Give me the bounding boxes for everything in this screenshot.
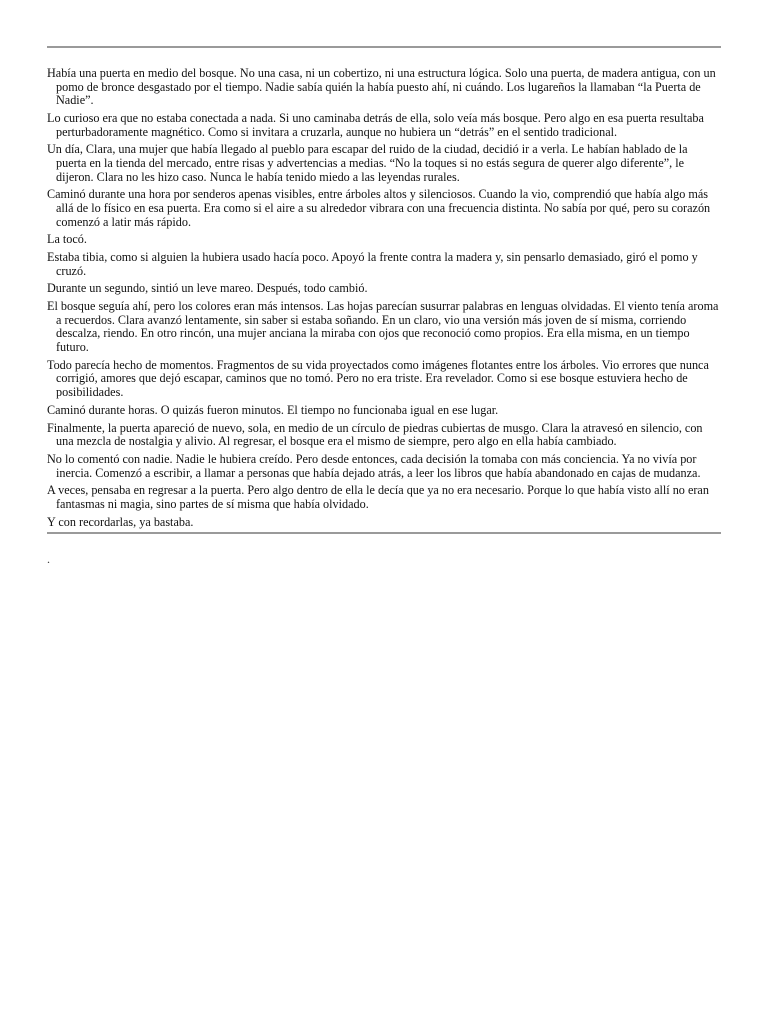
document-page: [47, 0, 721, 565]
paragraph: Finalmente, la puerta apareció de nuevo, sola, en medio de un círculo de piedras cubiertas de musgo. Clara la atravesó en silencio, con una mezcla de nostalgia y alivio. Al regresar, el bosque era el mismo de siempre, pero algo en ella había cambiado.: [47, 420, 703, 449]
paragraph: Había una puerta en medio del bosque. No una casa, ni un cobertizo, ni una estructura lógica. Solo una puerta, de madera antigua, con un pomo de bronce desgastado por el tiempo. Nadie sabía quién la había puesto ahí, ni cuándo. Los lugareños la llamaban “la Puerta de Nadie”.: [47, 66, 716, 108]
paragraph: A veces, pensaba en regresar a la puerta. Pero algo dentro de ella le decía que ya no era necesario. Porque lo que había visto allí no eran fantasmas ni magia, sino partes de sí misma que había olvidado.: [47, 483, 709, 511]
paragraph: Caminó durante horas. O quizás fueron minutos. El tiempo no funcionaba igual en ese lugar.: [47, 402, 499, 417]
paragraph: Un día, Clara, una mujer que había llegado al pueblo para escapar del ruido de la ciudad, decidió ir a verla. Le habían hablado de la puerta en la tienda del mercado, entre risas y advertencias a medias. “No la toques si no estás segura de querer algo diferente”, le dijeron. Clara no les hizo caso. Nunca le había tenido miedo a las leyendas rurales.: [47, 142, 688, 184]
paragraph: No lo comentó con nadie. Nadie le hubiera creído. Pero desde entonces, cada decisión la tomaba con más conciencia. Ya no vivía por inercia. Comenzó a escribir, a llamar a personas que había dejado atrás, a leer los libros que había abandonado en cajas de mudanza.: [47, 451, 701, 480]
paragraph: Y con recordarlas, ya bastaba.: [47, 514, 194, 529]
paragraph: Caminó durante una hora por senderos apenas visibles, entre árboles altos y silenciosos. Cuando la vio, comprendió que había algo más allá de lo físico en esa puerta. Era como si el aire a su alrededor vibrara con una frecuencia distinta. No sabía por qué, pero su corazón comenzó a latir más rápido.: [47, 187, 711, 229]
paragraph: El bosque seguía ahí, pero los colores eran más intensos. Las hojas parecían susurrar palabras en lenguas olvidadas. El viento tenía aroma a recuerdos. Clara avanzó lentamente, sin saber si estaba soñando. En un claro, vio una versión más joven de sí misma, corriendo descalza, riendo. En otro rincón, una mujer anciana la miraba con ojos que reconoció como propios. Era ella misma, en un tiempo futuro.: [47, 299, 719, 354]
story-body: [47, 48, 721, 529]
bottom-divider: [47, 532, 721, 534]
paragraph: Estaba tibia, como si alguien la hubiera usado hacía poco. Apoyó la frente contra la madera y, sin pensarlo demasiado, giró el pomo y cruzó.: [47, 250, 698, 278]
footer-mark: .: [47, 552, 50, 567]
paragraph: Todo parecía hecho de momentos. Fragmentos de su vida proyectados como imágenes flotantes entre los árboles. Vio errores que nunca corrigió, amores que dejó escapar, caminos que no tomó. Pero no era triste. Era revelador. Como si ese bosque estuviera hecho de posibilidades.: [47, 357, 709, 399]
paragraph: Durante un segundo, sintió un leve mareo. Después, todo cambió.: [47, 281, 368, 296]
paragraph: La tocó.: [47, 232, 87, 247]
paragraph: Lo curioso era que no estaba conectada a nada. Si uno caminaba detrás de ella, solo veía más bosque. Pero algo en esa puerta resultaba perturbadoramente magnético. Como si invitara a cruzarla, aunque no hubiera un “detrás” en el sentido tradicional.: [47, 110, 704, 139]
